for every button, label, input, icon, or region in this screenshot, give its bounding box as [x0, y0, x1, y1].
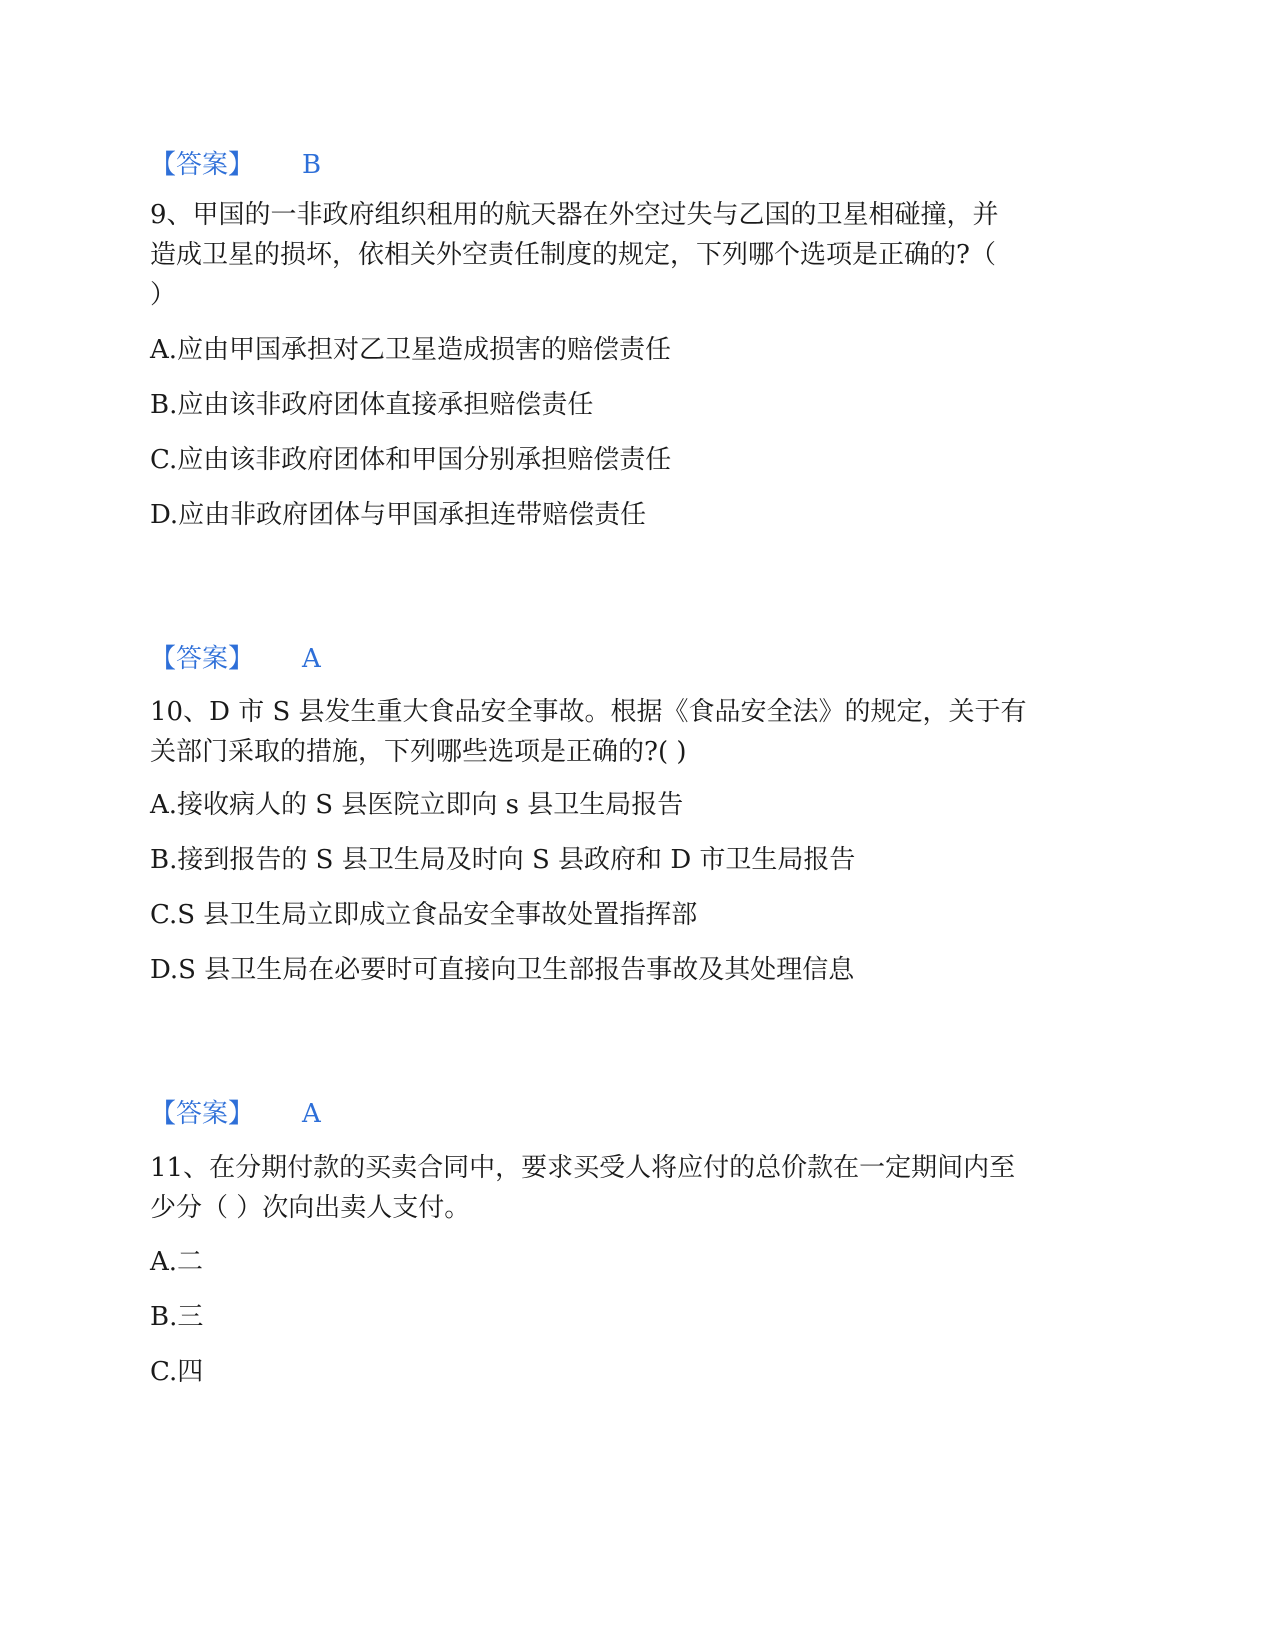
question-9-option-a: A.应由甲国承担对乙卫星造成损害的赔偿责任 [150, 335, 672, 365]
question-9-line-3: ） [150, 280, 177, 310]
question-10-option-c: C.S 县卫生局立即成立食品安全事故处置指挥部 [150, 900, 698, 930]
question-10-line-2: 关部门采取的措施，下列哪些选项是正确的?( ) [150, 737, 687, 767]
question-9-option-d: D.应由非政府团体与甲国承担连带赔偿责任 [150, 500, 647, 530]
question-10-option-d: D.S 县卫生局在必要时可直接向卫生部报告事故及其处理信息 [150, 955, 855, 985]
question-11-line-1: 11、在分期付款的买卖合同中，要求买受人将应付的总价款在一定期间内至 [150, 1153, 1016, 1183]
question-10-line-1: 10、D 市 S 县发生重大食品安全事故。根据《食品安全法》的规定，关于有 [150, 697, 1027, 727]
question-9-option-b: B.应由该非政府团体直接承担赔偿责任 [150, 390, 594, 420]
answer-row [150, 1095, 321, 1133]
question-11-option-c: C.四 [150, 1357, 204, 1387]
question-9-option-c: C.应由该非政府团体和甲国分别承担赔偿责任 [150, 445, 672, 475]
question-11-option-a: A.二 [150, 1247, 204, 1277]
question-11-line-2: 少分（ ）次向出卖人支付。 [150, 1193, 471, 1223]
answer-value: A [302, 644, 321, 674]
question-9-line-2: 造成卫星的损坏，依相关外空责任制度的规定，下列哪个选项是正确的?（ [150, 240, 996, 270]
answer-label: 【答案】 [150, 644, 255, 674]
answer-label: 【答案】 [150, 1099, 255, 1129]
answer-value: B [302, 150, 322, 180]
question-11-option-b: B.三 [150, 1302, 204, 1332]
answer-label: 【答案】 [150, 150, 255, 180]
answer-value: A [302, 1099, 321, 1129]
question-10-option-b: B.接到报告的 S 县卫生局及时向 S 县政府和 D 市卫生局报告 [150, 845, 856, 875]
answer-row [150, 146, 322, 184]
question-9-line-1: 9、甲国的一非政府组织租用的航天器在外空过失与乙国的卫星相碰撞，并 [150, 200, 999, 230]
question-10-option-a: A.接收病人的 S 县医院立即向 s 县卫生局报告 [150, 790, 684, 820]
answer-row [150, 640, 321, 678]
